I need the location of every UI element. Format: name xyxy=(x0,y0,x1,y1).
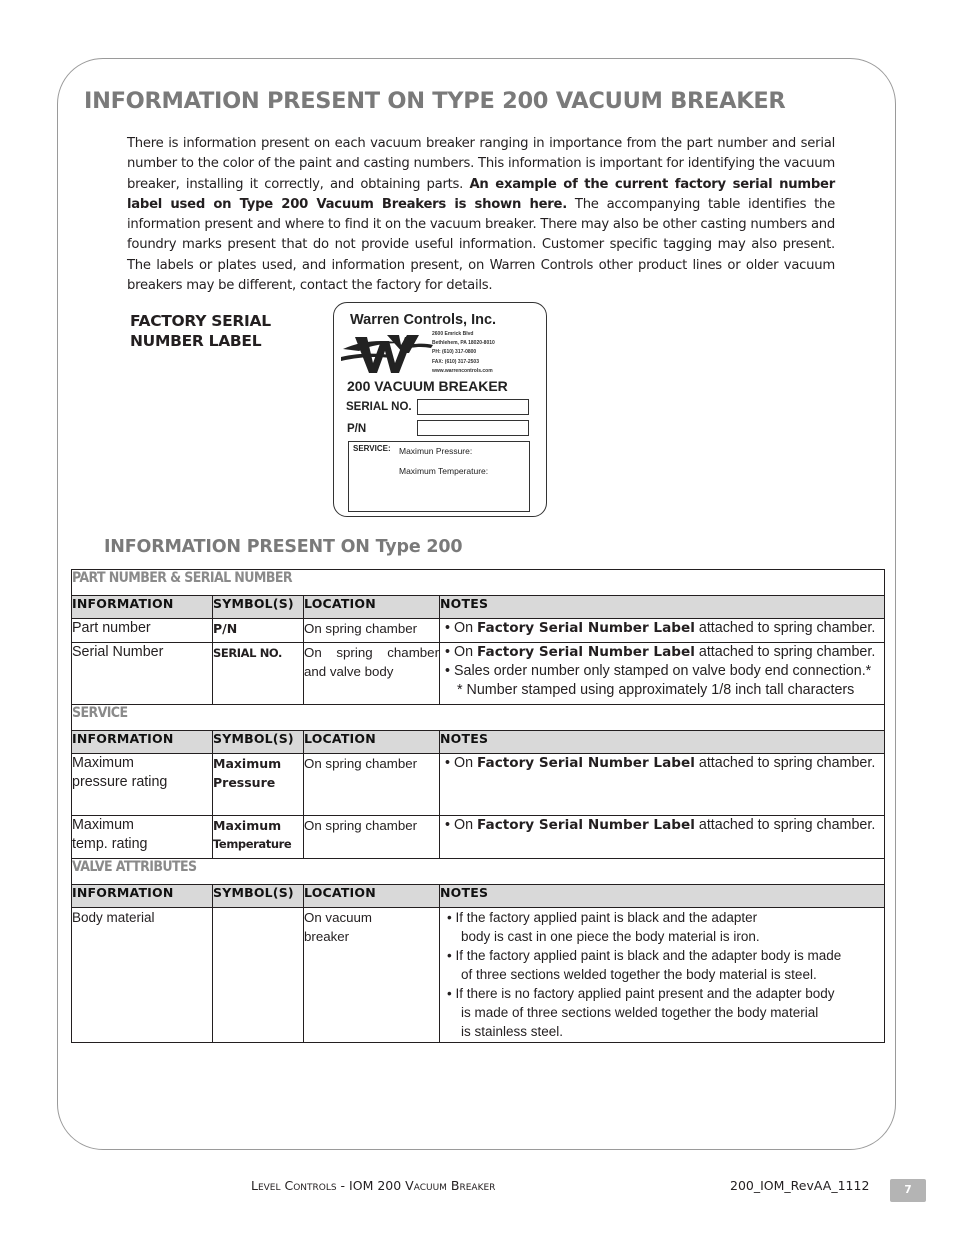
intro-paragraph xyxy=(127,134,835,296)
cell-info: Body material xyxy=(72,908,213,1043)
cell-location: On spring chamber and valve body xyxy=(304,643,440,705)
column-header: NOTES xyxy=(440,731,885,754)
note-line: • If the factory applied paint is black and the adapter body is made xyxy=(447,948,842,963)
intro-text-2: The accompanying table identifies the information present and where to find it on the vacuum breaker. There may also be other casting numbers and foundry marks present that do not provide useful information. Customer specific tagging may also present. The labels or plates used, and information present, on Warren Controls other product lines or older vacuum breakers may be different, contact the factory for details. xyxy=(127,196,835,294)
cell-location: On spring chamber xyxy=(304,754,440,816)
column-header: LOCATION xyxy=(304,731,440,754)
cell-info xyxy=(72,754,213,816)
cell-symbol xyxy=(213,643,304,705)
serial-number-label-image xyxy=(333,302,547,517)
footer-title: Level Controls - IOM 200 Vacuum Breaker xyxy=(251,1178,496,1193)
label-pn-field: P/N xyxy=(347,423,367,435)
cell-notes xyxy=(440,908,885,1043)
column-header-row xyxy=(72,731,885,754)
cell-notes xyxy=(440,816,885,859)
section-title: VALVE ATTRIBUTES xyxy=(72,859,885,885)
address-line: PH: (610) 317-0800 xyxy=(432,349,477,356)
note-line: is stainless steel. xyxy=(461,1024,564,1039)
note-bold: Factory Serial Number Label xyxy=(477,755,695,771)
note-text: • On xyxy=(445,620,478,636)
information-table xyxy=(71,569,885,1043)
label-serial-box xyxy=(417,399,529,415)
label-pn-box xyxy=(417,420,529,436)
table-title: INFORMATION PRESENT ON Type 200 xyxy=(104,537,463,557)
location-line: breaker xyxy=(304,929,350,944)
table-row xyxy=(72,816,885,859)
column-header: NOTES xyxy=(440,885,885,908)
address-line: 2600 Emrick Blvd xyxy=(432,331,474,337)
cell-info xyxy=(72,816,213,859)
note-line: • If there is no factory applied paint present and the adapter body xyxy=(447,986,835,1001)
table-row xyxy=(72,754,885,816)
note-text: • On xyxy=(445,755,478,771)
caption-line-1: FACTORY SERIAL xyxy=(130,312,271,330)
table-row xyxy=(72,908,885,1043)
column-header: LOCATION xyxy=(304,885,440,908)
cell-info: Serial Number xyxy=(72,643,213,705)
symbol-line: Maximum xyxy=(213,818,282,833)
label-address xyxy=(432,330,495,376)
intro-text-bold: An example of the current factory serial number label used on Type 200 Vacuum Breakers is shown here. xyxy=(127,176,835,212)
symbol-line: Maximum xyxy=(213,756,282,771)
note-line: body is cast in one piece the body material is iron. xyxy=(461,929,760,944)
note-line: • If the factory applied paint is black and the adapter xyxy=(447,910,758,925)
note-bold: Factory Serial Number Label xyxy=(477,644,695,660)
footer-doc-id: 200_IOM_RevAA_1112 xyxy=(730,1178,870,1193)
column-header: SYMBOL(S) xyxy=(213,885,304,908)
column-header: SYMBOL(S) xyxy=(213,596,304,619)
factory-label-caption xyxy=(130,311,271,351)
label-service-field: SERVICE: xyxy=(353,444,391,453)
label-max-temperature: Maximum Temperature: xyxy=(399,466,489,476)
section-header xyxy=(72,705,885,731)
label-company-name: Warren Controls, Inc. xyxy=(350,312,497,328)
cell-notes xyxy=(440,754,885,816)
table-row xyxy=(72,619,885,643)
column-header: NOTES xyxy=(440,596,885,619)
symbol-line: Pressure xyxy=(213,775,276,790)
note-bold: Factory Serial Number Label xyxy=(477,817,695,833)
column-header: INFORMATION xyxy=(72,885,213,908)
note-text: • On xyxy=(445,817,478,833)
section-title: PART NUMBER & SERIAL NUMBER xyxy=(72,570,885,596)
cell-symbol xyxy=(213,754,304,816)
column-header: LOCATION xyxy=(304,596,440,619)
section-title: SERVICE xyxy=(72,705,885,731)
cell-location: On spring chamber xyxy=(304,619,440,643)
note-line: of three sections welded together the body material is steel. xyxy=(461,967,817,982)
page-title: INFORMATION PRESENT ON TYPE 200 VACUUM BREAKER xyxy=(84,88,786,114)
label-max-pressure: Maximun Pressure: xyxy=(399,446,473,456)
info-line: pressure rating xyxy=(72,774,168,790)
note-line: * Number stamped using approximately 1/8 inch tall characters xyxy=(457,682,855,698)
note-text: attached to spring chamber. xyxy=(694,817,876,833)
location-line: On vacuum xyxy=(304,910,372,925)
address-line: www.warrencontrols.com xyxy=(432,367,493,374)
cell-location: On spring chamber xyxy=(304,816,440,859)
address-line: FAX: (610) 317-2503 xyxy=(432,358,479,365)
page-number: 7 xyxy=(890,1179,926,1202)
note-line xyxy=(445,643,884,662)
section-header xyxy=(72,570,885,596)
note-line: • Sales order number only stamped on valve body end connection.* xyxy=(445,663,872,679)
cell-location xyxy=(304,908,440,1043)
info-line: Maximum xyxy=(72,817,134,833)
note-text: attached to spring chamber. xyxy=(694,644,876,660)
address-line: Bethlehem, PA 18020-8010 xyxy=(432,340,495,347)
cell-notes xyxy=(440,643,885,705)
symbol-line: Temperature xyxy=(213,837,292,851)
note-bold: Factory Serial Number Label xyxy=(477,620,695,636)
warren-logo-icon xyxy=(341,333,433,375)
note-text: attached to spring chamber. xyxy=(694,755,876,771)
note-text: • On xyxy=(445,644,478,660)
info-line: Maximum xyxy=(72,755,134,771)
column-header: SYMBOL(S) xyxy=(213,731,304,754)
label-serial-field: SERIAL NO. xyxy=(346,401,412,413)
info-line: temp. rating xyxy=(72,836,148,852)
column-header: INFORMATION xyxy=(72,596,213,619)
cell-notes xyxy=(440,619,885,643)
column-header-row xyxy=(72,596,885,619)
cell-info: Part number xyxy=(72,619,213,643)
column-header-row xyxy=(72,885,885,908)
cell-symbol: P/N xyxy=(213,619,304,643)
intro-text-1: There is information present on each vacuum breaker ranging in importance from the part number and serial number to the color of the paint and casting numbers. This information is important for identifying the vacuum breaker, installing it correctly, and obtaining parts. xyxy=(127,136,835,192)
label-model: 200 VACUUM BREAKER xyxy=(347,378,508,394)
note-line: is made of three sections welded together the body material xyxy=(461,1005,819,1020)
table-row xyxy=(72,643,885,705)
note-text: attached to spring chamber. xyxy=(694,620,876,636)
caption-line-2: NUMBER LABEL xyxy=(130,332,262,350)
cell-symbol xyxy=(213,908,304,1043)
label-service-box xyxy=(348,441,530,512)
column-header: INFORMATION xyxy=(72,731,213,754)
symbol-text: SERIAL NO. xyxy=(213,646,283,660)
cell-symbol xyxy=(213,816,304,859)
section-header xyxy=(72,859,885,885)
